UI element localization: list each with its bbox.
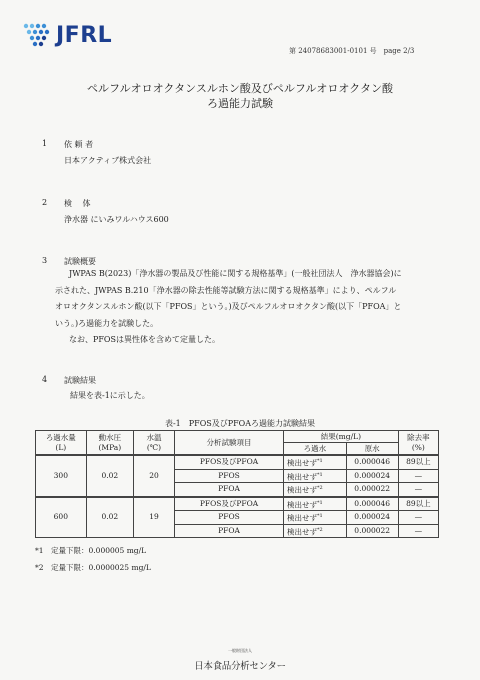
footnote-2: *2 定量下限：0.0000025 mg/L [35,563,151,572]
client-name: 日本アクティブ株式会社 [64,156,152,165]
footnote-ref: *1 [317,499,323,506]
footnote-ref: *2 [317,485,323,491]
table-row [36,497,439,511]
report-title-line1: ペルフルオロオクタンスルホン酸及びペルフルオロオクタン酸 [87,82,393,95]
header-pressure-unit: (MPa) [98,442,122,452]
document-number: 第 24078683001-0101 号 page 2/3 [289,47,415,55]
volume-cell: 600 [36,497,87,538]
removal-cell: 89以上 [398,455,438,469]
logo-text: JFRL [56,22,113,48]
volume-cell: 300 [36,455,87,497]
pressure-cell: 0.02 [86,497,133,538]
section-4-number: 4 [42,375,48,384]
item-cell: PFOA [174,524,283,538]
header-pressure [86,431,133,456]
section-3-heading: 試験概要 [64,257,96,266]
section-1-heading: 依 頼 者 [64,140,94,149]
filtered-value: 検出せず [287,513,318,523]
section-2-number: 2 [42,198,48,207]
filtered-cell [284,497,347,511]
header-volume-label: ろ過水量 [45,432,76,442]
dots-logo-icon [22,22,52,48]
overview-line-1: JWPAS B(2023)「浄水器の製品及び性能に関する規格基準」(一般社団法人 浄水器協会)に [69,269,402,278]
raw-cell: 0.000024 [346,469,398,483]
raw-cell: 0.000024 [346,511,398,525]
report-title-line2: ろ過能力試験 [207,97,273,110]
overview-line-2: 示された、JWPAS B.210「浄水器の除去性能等試験方法に関する規格基準」により、ペルフル [55,285,397,295]
footnote-ref: *1 [317,458,323,464]
header-volume-unit: (L) [55,442,67,452]
section-3-number: 3 [42,256,48,265]
filtered-value: 検出せず [287,485,318,495]
item-cell: PFOS [174,469,283,483]
filtered-value: 検出せず [287,472,318,481]
item-cell: PFOA [174,483,283,497]
header-removal-unit: (%) [411,442,425,452]
item-cell: PFOS及びPFOA [174,497,283,511]
footnote-ref: *2 [317,526,323,533]
temp-cell: 19 [134,497,175,538]
filtered-cell [284,455,347,469]
raw-cell: 0.000022 [346,524,398,538]
header-removal [398,431,438,456]
removal-cell: — [398,469,438,483]
raw-cell: 0.000022 [346,483,398,497]
filtered-cell [284,483,347,497]
table-caption: 表-1 PFOS及びPFOAろ過能力試験結果 [164,419,316,428]
raw-cell: 0.000046 [346,455,398,469]
footer-org-name: 日本食品分析センター [194,661,286,672]
header-pressure-label: 動水圧 [98,432,122,442]
footnote-1: *1 定量下限：0.000005 mg/L [35,546,147,555]
overview-line-5: なお、PFOSは異性体を含めて定量した。 [69,335,220,344]
filtered-value: 検出せず [287,527,318,536]
section-1-number: 1 [42,139,48,148]
footnote-ref: *1 [317,513,323,519]
overview-line-4: いう。)ろ過能力を試験した。 [55,318,159,328]
footer-org-type: 一般財団法人 [228,648,252,653]
header-filtered: ろ過水 [284,443,347,456]
test-overview-paragraph [55,266,440,349]
footer-organization [0,648,480,673]
removal-cell: — [398,483,438,497]
pressure-cell: 0.02 [86,455,133,497]
header-temp [134,431,175,456]
header-result: 結果(mg/L) [284,431,399,443]
sample-name: 浄水器 にいみワルハウス600 [64,215,169,224]
raw-cell: 0.000046 [346,497,398,511]
header-volume [36,431,87,456]
temp-cell: 20 [134,455,175,497]
filtered-cell [284,511,347,525]
section-4-heading: 試験結果 [64,376,96,385]
header-raw: 原水 [346,443,398,456]
header-temp-label: 水温 [146,432,162,442]
header-item: 分析試験項目 [174,431,283,456]
removal-cell: 89以上 [398,497,438,511]
results-table [35,430,439,538]
item-cell: PFOS及びPFOA [174,455,283,469]
filtered-cell [284,469,347,483]
header-temp-unit: (℃) [146,442,162,452]
jfrl-logo [22,22,112,48]
removal-cell: — [398,524,438,538]
removal-cell: — [398,511,438,525]
filtered-value: 検出せず [287,500,318,509]
table-row [36,455,439,469]
section-2-heading: 検 体 [64,199,91,208]
overview-line-3: オロオクタンスルホン酸(以下「PFOS」という。)及びペルフルオロオクタン酸(以下「PFOA」と [55,302,402,311]
filtered-cell [284,524,347,538]
results-intro: 結果を表-1に示した。 [70,391,150,400]
item-cell: PFOS [174,511,283,525]
footnote-ref: *1 [317,471,323,478]
header-removal-label: 除去率 [407,432,430,442]
filtered-value: 検出せず [287,458,318,468]
